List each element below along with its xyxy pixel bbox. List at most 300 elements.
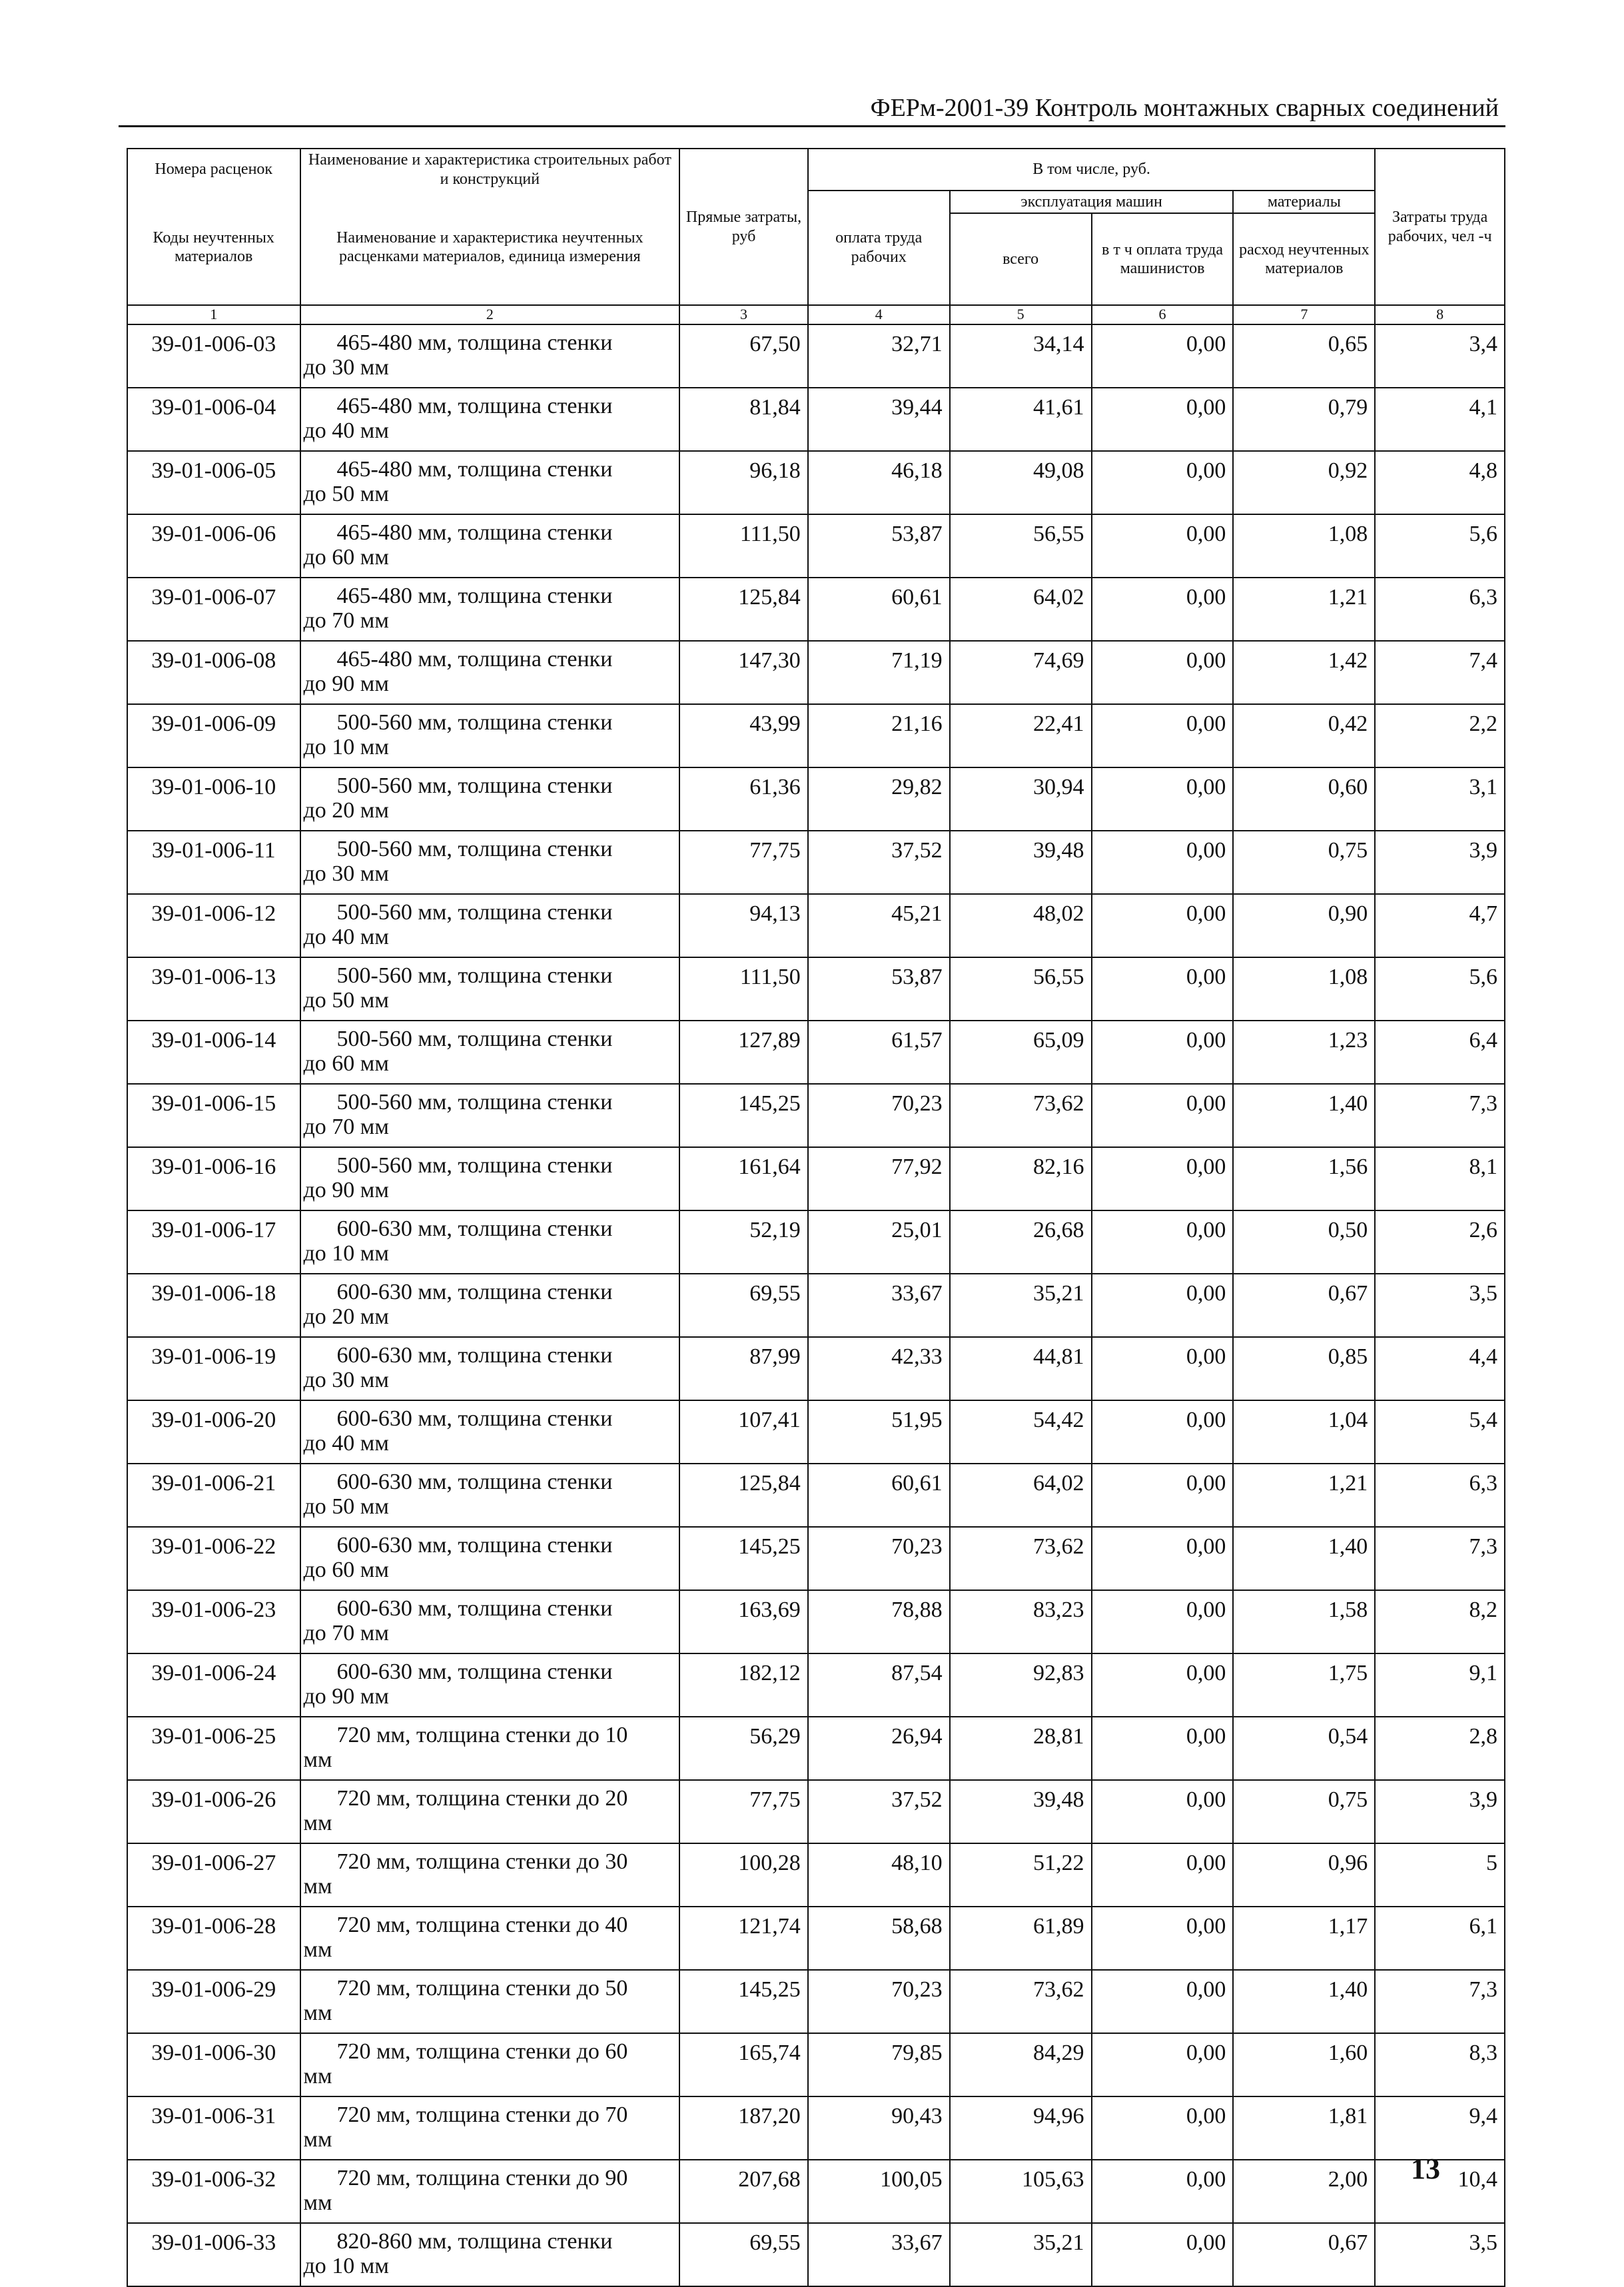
table-row (127, 1780, 1505, 1843)
description-line-1: 720 мм, толщина стенки до 60 (336, 2039, 628, 2064)
machinist-pay-cell: 0,00 (1092, 641, 1234, 704)
column-number: 5 (950, 305, 1092, 324)
description-line-2: до 20 мм (303, 798, 389, 823)
labor-cell: 6,1 (1375, 1907, 1505, 1970)
description-cell (300, 1464, 680, 1527)
description-line-2: до 90 мм (303, 1684, 389, 1709)
worker-pay-cell: 48,10 (808, 1843, 950, 1907)
materials-cell: 1,21 (1233, 578, 1375, 641)
direct-costs-cell: 100,28 (679, 1843, 808, 1907)
materials-cell: 0,90 (1233, 894, 1375, 957)
rate-code-cell: 39-01-006-24 (127, 1653, 300, 1717)
description-line-1: 465-480 мм, толщина стенки (336, 583, 613, 608)
description-line-1: 465-480 мм, толщина стенки (336, 456, 613, 482)
table-row (127, 1021, 1505, 1084)
materials-cell: 0,54 (1233, 1717, 1375, 1780)
rate-code-cell: 39-01-006-12 (127, 894, 300, 957)
description-cell (300, 1021, 680, 1084)
description-line-2: до 60 мм (303, 1558, 389, 1583)
table-row (127, 1337, 1505, 1400)
rate-code-cell: 39-01-006-09 (127, 704, 300, 767)
page-title: ФЕРм-2001-39 Контроль монтажных сварных соединений (870, 94, 1499, 122)
description-cell (300, 1337, 680, 1400)
labor-cell: 5 (1375, 1843, 1505, 1907)
machinist-pay-cell: 0,00 (1092, 1084, 1234, 1147)
table-row (127, 1464, 1505, 1527)
materials-cell: 1,23 (1233, 1021, 1375, 1084)
description-line-1: 600-630 мм, толщина стенки (336, 1279, 613, 1304)
description-line-2: до 40 мм (303, 1431, 389, 1456)
labor-cell: 3,9 (1375, 831, 1505, 894)
direct-costs-cell: 77,75 (679, 1780, 808, 1843)
rate-code-cell: 39-01-006-07 (127, 578, 300, 641)
rate-code-cell: 39-01-006-14 (127, 1021, 300, 1084)
description-line-1: 600-630 мм, толщина стенки (336, 1406, 613, 1431)
direct-costs-cell: 67,50 (679, 324, 808, 388)
materials-cell: 1,08 (1233, 957, 1375, 1021)
direct-costs-cell: 125,84 (679, 578, 808, 641)
materials-cell: 0,42 (1233, 704, 1375, 767)
description-cell (300, 578, 680, 641)
description-line-2: до 10 мм (303, 1241, 389, 1266)
machinist-pay-cell: 0,00 (1092, 514, 1234, 578)
machinist-pay-cell: 0,00 (1092, 1780, 1234, 1843)
description-cell (300, 641, 680, 704)
machines-total-cell: 28,81 (950, 1717, 1092, 1780)
rate-code-cell: 39-01-006-27 (127, 1843, 300, 1907)
description-line-1: 600-630 мм, толщина стенки (336, 1596, 613, 1621)
description-line-1: 500-560 мм, толщина стенки (336, 773, 613, 798)
machines-total-cell: 73,62 (950, 1527, 1092, 1590)
column-number: 4 (808, 305, 950, 324)
description-cell (300, 1274, 680, 1337)
direct-costs-cell: 56,29 (679, 1717, 808, 1780)
worker-pay-cell: 51,95 (808, 1400, 950, 1464)
labor-cell: 7,3 (1375, 1084, 1505, 1147)
worker-pay-cell: 58,68 (808, 1907, 950, 1970)
direct-costs-cell: 182,12 (679, 1653, 808, 1717)
machinist-pay-cell: 0,00 (1092, 704, 1234, 767)
description-cell (300, 2160, 680, 2223)
direct-costs-cell: 96,18 (679, 451, 808, 514)
labor-cell: 7,4 (1375, 641, 1505, 704)
description-cell (300, 514, 680, 578)
table-row (127, 641, 1505, 704)
machines-total-cell: 105,63 (950, 2160, 1092, 2223)
materials-cell: 1,40 (1233, 1084, 1375, 1147)
description-cell (300, 831, 680, 894)
table-row (127, 451, 1505, 514)
direct-costs-cell: 187,20 (679, 2096, 808, 2160)
machinist-pay-cell: 0,00 (1092, 831, 1234, 894)
direct-costs-cell: 125,84 (679, 1464, 808, 1527)
table-row (127, 831, 1505, 894)
materials-cell: 1,58 (1233, 1590, 1375, 1653)
direct-costs-cell: 111,50 (679, 957, 808, 1021)
machines-total-cell: 56,55 (950, 957, 1092, 1021)
machinist-pay-cell: 0,00 (1092, 894, 1234, 957)
direct-costs-cell: 94,13 (679, 894, 808, 957)
machines-total-cell: 35,21 (950, 2223, 1092, 2286)
machines-total-cell: 39,48 (950, 831, 1092, 894)
description-line-1: 600-630 мм, толщина стенки (336, 1532, 613, 1558)
direct-costs-cell: 107,41 (679, 1400, 808, 1464)
description-cell (300, 1400, 680, 1464)
machinist-pay-cell: 0,00 (1092, 1970, 1234, 2033)
description-line-2: до 10 мм (303, 735, 389, 760)
worker-pay-cell: 60,61 (808, 1464, 950, 1527)
machines-total-cell: 64,02 (950, 1464, 1092, 1527)
rate-code-cell: 39-01-006-04 (127, 388, 300, 451)
description-line-2: до 30 мм (303, 1368, 389, 1393)
description-line-1: 600-630 мм, толщина стенки (336, 1469, 613, 1494)
description-line-1: 500-560 мм, толщина стенки (336, 1089, 613, 1115)
materials-cell: 1,81 (1233, 2096, 1375, 2160)
materials-cell: 1,60 (1233, 2033, 1375, 2096)
labor-cell: 9,4 (1375, 2096, 1505, 2160)
header-direct-costs: Прямые затраты, руб (679, 149, 808, 305)
rate-code-cell: 39-01-006-06 (127, 514, 300, 578)
description-cell (300, 1907, 680, 1970)
direct-costs-cell: 163,69 (679, 1590, 808, 1653)
table-row (127, 2223, 1505, 2286)
direct-costs-cell: 111,50 (679, 514, 808, 578)
machinist-pay-cell: 0,00 (1092, 1464, 1234, 1527)
worker-pay-cell: 46,18 (808, 451, 950, 514)
rate-code-cell: 39-01-006-11 (127, 831, 300, 894)
rate-code-cell: 39-01-006-10 (127, 767, 300, 831)
labor-cell: 2,8 (1375, 1717, 1505, 1780)
materials-cell: 1,56 (1233, 1147, 1375, 1210)
header-material-description: Наименование и характеристика неучтенных расценками материалов, единица измерения (300, 191, 680, 306)
labor-cell: 3,5 (1375, 1274, 1505, 1337)
description-line-1: 720 мм, толщина стенки до 10 (336, 1722, 628, 1747)
description-line-2: до 40 мм (303, 418, 389, 444)
table-row (127, 1653, 1505, 1717)
machines-total-cell: 41,61 (950, 388, 1092, 451)
materials-cell: 1,04 (1233, 1400, 1375, 1464)
direct-costs-cell: 81,84 (679, 388, 808, 451)
worker-pay-cell: 87,54 (808, 1653, 950, 1717)
machinist-pay-cell: 0,00 (1092, 2160, 1234, 2223)
direct-costs-cell: 127,89 (679, 1021, 808, 1084)
worker-pay-cell: 42,33 (808, 1337, 950, 1400)
description-cell (300, 704, 680, 767)
description-cell (300, 957, 680, 1021)
materials-cell: 1,40 (1233, 1527, 1375, 1590)
machines-total-cell: 73,62 (950, 1970, 1092, 2033)
description-line-1: 465-480 мм, толщина стенки (336, 330, 613, 355)
machinist-pay-cell: 0,00 (1092, 388, 1234, 451)
description-cell (300, 1843, 680, 1907)
machines-total-cell: 64,02 (950, 578, 1092, 641)
materials-cell: 0,96 (1233, 1843, 1375, 1907)
machinist-pay-cell: 0,00 (1092, 578, 1234, 641)
description-cell (300, 1780, 680, 1843)
worker-pay-cell: 79,85 (808, 2033, 950, 2096)
table-row (127, 1907, 1505, 1970)
materials-cell: 1,21 (1233, 1464, 1375, 1527)
materials-cell: 1,42 (1233, 641, 1375, 704)
machinist-pay-cell: 0,00 (1092, 2096, 1234, 2160)
header-machines-total: всего (950, 213, 1092, 305)
description-line-1: 465-480 мм, толщина стенки (336, 646, 613, 672)
description-line-1: 720 мм, толщина стенки до 30 (336, 1849, 628, 1874)
table-row (127, 1147, 1505, 1210)
machinist-pay-cell: 0,00 (1092, 1843, 1234, 1907)
description-line-1: 465-480 мм, толщина стенки (336, 520, 613, 545)
table-row (127, 578, 1505, 641)
labor-cell: 4,8 (1375, 451, 1505, 514)
table-row (127, 1843, 1505, 1907)
description-line-2: до 60 мм (303, 1051, 389, 1077)
description-cell (300, 1527, 680, 1590)
description-line-1: 600-630 мм, толщина стенки (336, 1342, 613, 1368)
description-line-2: до 70 мм (303, 608, 389, 634)
machinist-pay-cell: 0,00 (1092, 1210, 1234, 1274)
worker-pay-cell: 53,87 (808, 957, 950, 1021)
labor-cell: 8,3 (1375, 2033, 1505, 2096)
table-row (127, 388, 1505, 451)
table-row (127, 2096, 1505, 2160)
column-number: 2 (300, 305, 680, 324)
column-number: 3 (679, 305, 808, 324)
direct-costs-cell: 121,74 (679, 1907, 808, 1970)
header-materials: материалы (1233, 191, 1375, 214)
description-line-1: 720 мм, толщина стенки до 70 (336, 2102, 628, 2127)
direct-costs-cell: 145,25 (679, 1084, 808, 1147)
description-line-1: 500-560 мм, толщина стенки (336, 1026, 613, 1051)
description-line-2: мм (303, 2127, 332, 2152)
description-cell (300, 1590, 680, 1653)
worker-pay-cell: 53,87 (808, 514, 950, 578)
direct-costs-cell: 43,99 (679, 704, 808, 767)
materials-cell: 1,75 (1233, 1653, 1375, 1717)
labor-cell: 4,4 (1375, 1337, 1505, 1400)
machinist-pay-cell: 0,00 (1092, 1907, 1234, 1970)
machines-total-cell: 84,29 (950, 2033, 1092, 2096)
direct-costs-cell: 61,36 (679, 767, 808, 831)
machines-total-cell: 51,22 (950, 1843, 1092, 1907)
machinist-pay-cell: 0,00 (1092, 1021, 1234, 1084)
machinist-pay-cell: 0,00 (1092, 1274, 1234, 1337)
column-number-row (127, 305, 1505, 324)
materials-cell: 0,92 (1233, 451, 1375, 514)
table-row (127, 704, 1505, 767)
machines-total-cell: 92,83 (950, 1653, 1092, 1717)
description-cell (300, 1084, 680, 1147)
machinist-pay-cell: 0,00 (1092, 957, 1234, 1021)
labor-cell: 8,1 (1375, 1147, 1505, 1210)
worker-pay-cell: 71,19 (808, 641, 950, 704)
description-line-2: до 30 мм (303, 861, 389, 887)
machinist-pay-cell: 0,00 (1092, 1337, 1234, 1400)
description-line-1: 500-560 мм, толщина стенки (336, 709, 613, 735)
rate-code-cell: 39-01-006-26 (127, 1780, 300, 1843)
description-line-2: до 70 мм (303, 1621, 389, 1646)
header-labor-costs: Затраты труда рабочих, чел -ч (1375, 149, 1505, 305)
direct-costs-cell: 52,19 (679, 1210, 808, 1274)
description-line-2: до 30 мм (303, 355, 389, 380)
table-row (127, 2160, 1505, 2223)
description-line-2: мм (303, 1747, 332, 1773)
labor-cell: 6,3 (1375, 578, 1505, 641)
table-row (127, 1717, 1505, 1780)
labor-cell: 2,2 (1375, 704, 1505, 767)
machines-total-cell: 74,69 (950, 641, 1092, 704)
description-line-2: до 10 мм (303, 2254, 389, 2279)
description-line-2: до 40 мм (303, 925, 389, 950)
description-line-1: 720 мм, толщина стенки до 50 (336, 1975, 628, 2001)
materials-cell: 0,79 (1233, 388, 1375, 451)
description-line-2: до 60 мм (303, 545, 389, 570)
materials-cell: 0,65 (1233, 324, 1375, 388)
rate-code-cell: 39-01-006-16 (127, 1147, 300, 1210)
description-line-1: 500-560 мм, толщина стенки (336, 899, 613, 925)
machines-total-cell: 82,16 (950, 1147, 1092, 1210)
worker-pay-cell: 33,67 (808, 1274, 950, 1337)
labor-cell: 2,6 (1375, 1210, 1505, 1274)
materials-cell: 0,67 (1233, 2223, 1375, 2286)
description-line-2: до 70 мм (303, 1115, 389, 1140)
machines-total-cell: 73,62 (950, 1084, 1092, 1147)
machines-total-cell: 94,96 (950, 2096, 1092, 2160)
page-number: 13 (1411, 2152, 1440, 2185)
rate-code-cell: 39-01-006-20 (127, 1400, 300, 1464)
machinist-pay-cell: 0,00 (1092, 1590, 1234, 1653)
direct-costs-cell: 147,30 (679, 641, 808, 704)
description-cell (300, 2223, 680, 2286)
worker-pay-cell: 37,52 (808, 1780, 950, 1843)
column-number: 1 (127, 305, 300, 324)
direct-costs-cell: 161,64 (679, 1147, 808, 1210)
machines-total-cell: 83,23 (950, 1590, 1092, 1653)
labor-cell: 3,1 (1375, 767, 1505, 831)
header-machine-operation: эксплуатация машин (950, 191, 1234, 214)
rate-code-cell: 39-01-006-23 (127, 1590, 300, 1653)
table-row (127, 1400, 1505, 1464)
labor-cell: 4,7 (1375, 894, 1505, 957)
materials-cell: 0,75 (1233, 1780, 1375, 1843)
machinist-pay-cell: 0,00 (1092, 2033, 1234, 2096)
description-cell (300, 324, 680, 388)
header-including: В том числе, руб. (808, 149, 1376, 191)
description-line-1: 720 мм, толщина стенки до 90 (336, 2165, 628, 2190)
rate-code-cell: 39-01-006-30 (127, 2033, 300, 2096)
rate-code-cell: 39-01-006-22 (127, 1527, 300, 1590)
materials-cell: 1,17 (1233, 1907, 1375, 1970)
direct-costs-cell: 207,68 (679, 2160, 808, 2223)
machinist-pay-cell: 0,00 (1092, 2223, 1234, 2286)
direct-costs-cell: 87,99 (679, 1337, 808, 1400)
labor-cell: 6,3 (1375, 1464, 1505, 1527)
description-line-2: до 20 мм (303, 1304, 389, 1330)
labor-cell: 6,4 (1375, 1021, 1505, 1084)
rate-code-cell: 39-01-006-17 (127, 1210, 300, 1274)
worker-pay-cell: 45,21 (808, 894, 950, 957)
description-line-2: мм (303, 1811, 332, 1836)
rate-code-cell: 39-01-006-08 (127, 641, 300, 704)
materials-cell: 2,00 (1233, 2160, 1375, 2223)
description-cell (300, 767, 680, 831)
description-line-1: 600-630 мм, толщина стенки (336, 1659, 613, 1684)
price-table (127, 148, 1505, 2287)
direct-costs-cell: 69,55 (679, 2223, 808, 2286)
description-cell (300, 2096, 680, 2160)
description-line-1: 720 мм, толщина стенки до 20 (336, 1785, 628, 1811)
labor-cell: 3,9 (1375, 1780, 1505, 1843)
rate-code-cell: 39-01-006-28 (127, 1907, 300, 1970)
materials-cell: 0,60 (1233, 767, 1375, 831)
description-line-1: 500-560 мм, толщина стенки (336, 963, 613, 988)
machines-total-cell: 65,09 (950, 1021, 1092, 1084)
worker-pay-cell: 77,92 (808, 1147, 950, 1210)
column-number: 7 (1233, 305, 1375, 324)
worker-pay-cell: 70,23 (808, 1084, 950, 1147)
column-number: 8 (1375, 305, 1505, 324)
table-row (127, 1970, 1505, 2033)
worker-pay-cell: 78,88 (808, 1590, 950, 1653)
labor-cell: 4,1 (1375, 388, 1505, 451)
machines-total-cell: 35,21 (950, 1274, 1092, 1337)
worker-pay-cell: 100,05 (808, 2160, 950, 2223)
materials-cell: 1,08 (1233, 514, 1375, 578)
header-rate-numbers: Номера расценок (127, 149, 300, 191)
table-row (127, 957, 1505, 1021)
machines-total-cell: 44,81 (950, 1337, 1092, 1400)
machines-total-cell: 54,42 (950, 1400, 1092, 1464)
machines-total-cell: 48,02 (950, 894, 1092, 957)
machinist-pay-cell: 0,00 (1092, 1147, 1234, 1210)
rate-code-cell: 39-01-006-03 (127, 324, 300, 388)
rate-code-cell: 39-01-006-25 (127, 1717, 300, 1780)
machines-total-cell: 61,89 (950, 1907, 1092, 1970)
description-line-1: 720 мм, толщина стенки до 40 (336, 1912, 628, 1937)
machinist-pay-cell: 0,00 (1092, 1400, 1234, 1464)
materials-cell: 0,50 (1233, 1210, 1375, 1274)
column-number: 6 (1092, 305, 1234, 324)
table-row (127, 1527, 1505, 1590)
description-line-2: мм (303, 1874, 332, 1899)
direct-costs-cell: 165,74 (679, 2033, 808, 2096)
description-line-1: 465-480 мм, толщина стенки (336, 393, 613, 418)
machinist-pay-cell: 0,00 (1092, 324, 1234, 388)
header-material-codes: Коды неучтенных материалов (127, 191, 300, 306)
worker-pay-cell: 90,43 (808, 2096, 950, 2160)
table-row (127, 1590, 1505, 1653)
rate-code-cell: 39-01-006-05 (127, 451, 300, 514)
labor-cell: 7,3 (1375, 1970, 1505, 2033)
machinist-pay-cell: 0,00 (1092, 451, 1234, 514)
page-header (119, 92, 1505, 127)
header-worker-pay: оплата труда рабочих (808, 191, 950, 306)
description-line-2: мм (303, 1937, 332, 1963)
table-row (127, 2033, 1505, 2096)
worker-pay-cell: 70,23 (808, 1970, 950, 2033)
worker-pay-cell: 25,01 (808, 1210, 950, 1274)
description-line-2: до 50 мм (303, 1494, 389, 1520)
machines-total-cell: 22,41 (950, 704, 1092, 767)
description-cell (300, 1970, 680, 2033)
description-cell (300, 1210, 680, 1274)
description-line-1: 600-630 мм, толщина стенки (336, 1216, 613, 1241)
direct-costs-cell: 145,25 (679, 1970, 808, 2033)
rate-code-cell: 39-01-006-15 (127, 1084, 300, 1147)
worker-pay-cell: 29,82 (808, 767, 950, 831)
materials-cell: 0,85 (1233, 1337, 1375, 1400)
machinist-pay-cell: 0,00 (1092, 1653, 1234, 1717)
rate-code-cell: 39-01-006-33 (127, 2223, 300, 2286)
